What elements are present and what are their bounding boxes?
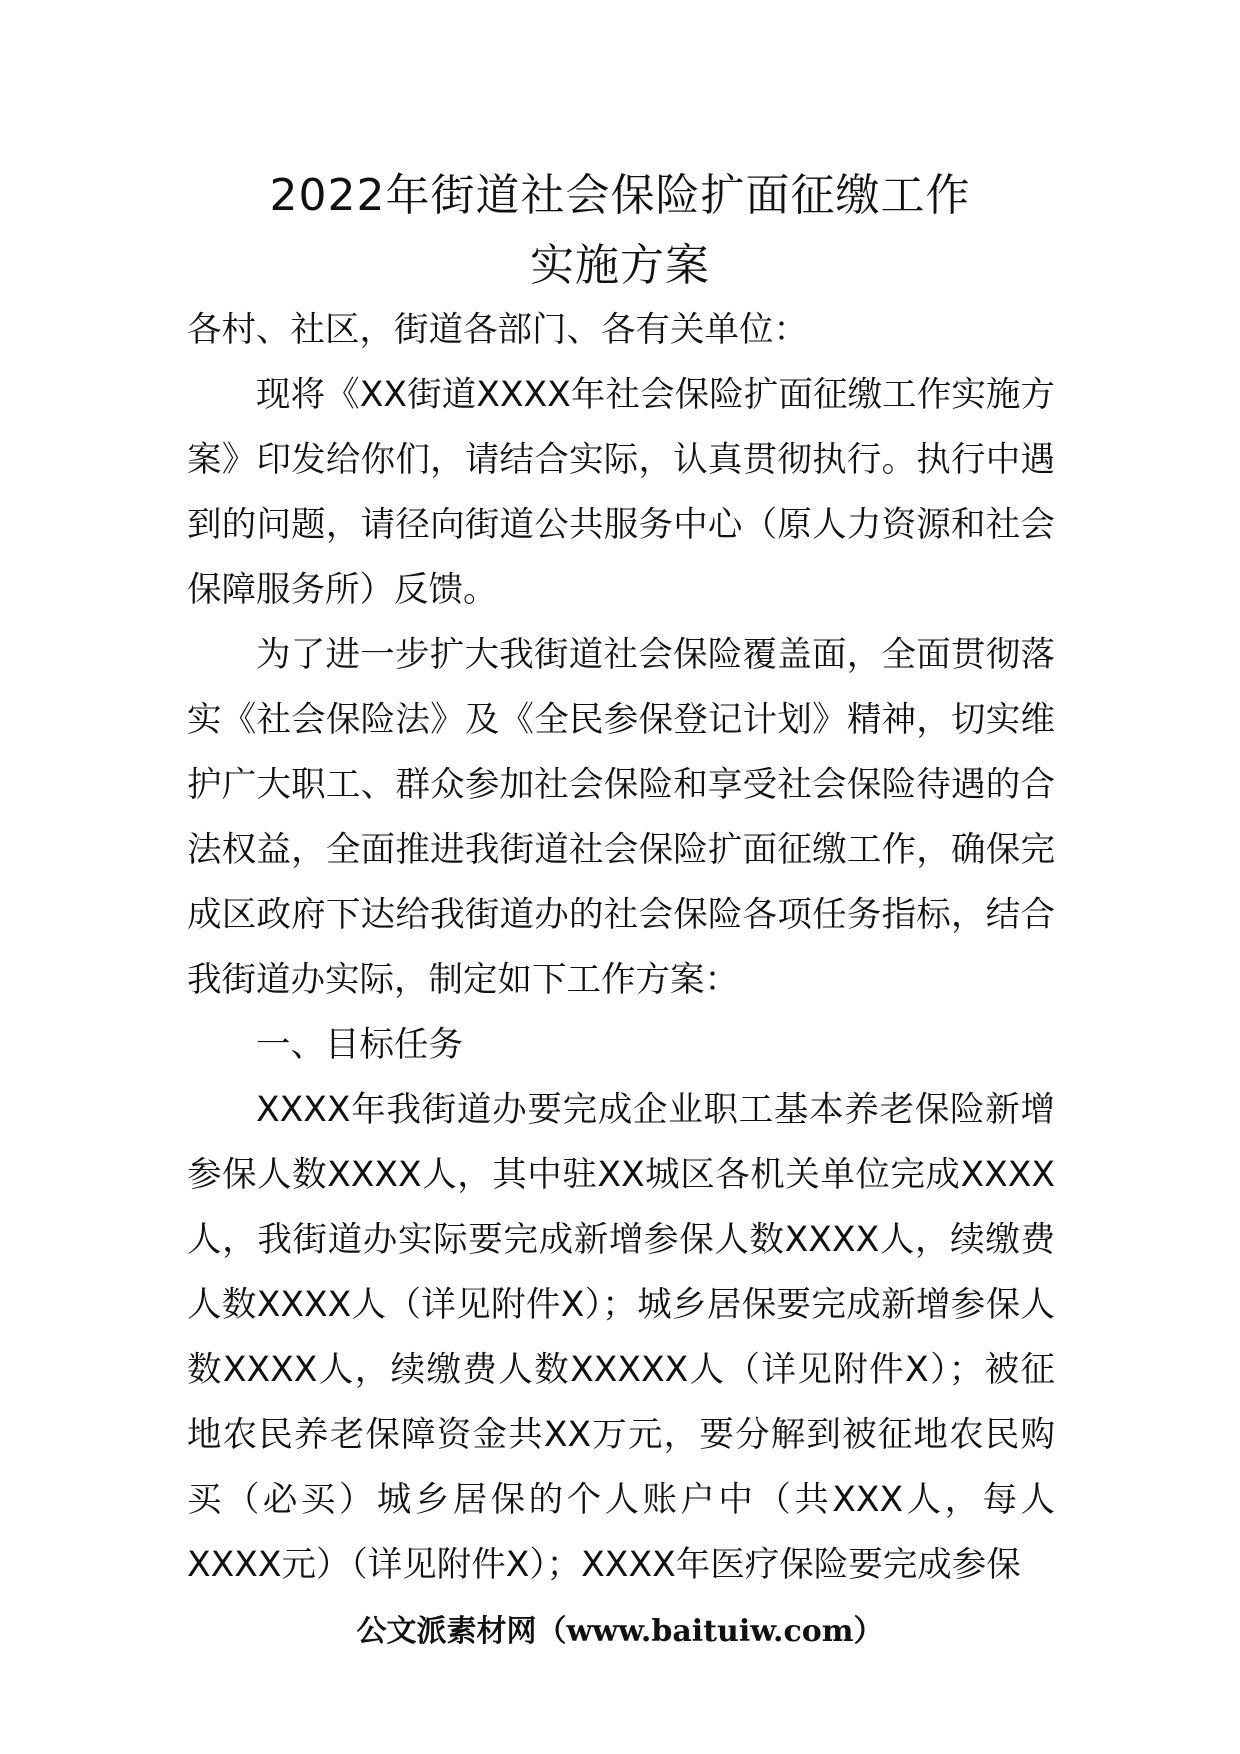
paragraph-purpose: 为了进一步扩大我街道社会保险覆盖面，全面贯彻落实《社会保险法》及《全民参保登记计划》精神，切实维护广大职工、群众参加社会保险和享受社会保险待遇的合法权益，全面推进我街道社会保险扩面征缴工作，确保完成区政府下达给我街道办的社会保险各项任务指标，结合我街道办实际，制定如下工作方案： xyxy=(187,635,1055,1000)
document-title-line-2: 实施方案 xyxy=(530,240,710,291)
salutation: 各村、社区，街道各部门、各有关单位： xyxy=(187,310,808,350)
document-body xyxy=(187,298,1055,1598)
paragraph-targets: XXXX年我街道办要完成企业职工基本养老保险新增参保人数XXXX人，其中驻XX城区各机关单位完成XXXX人，我街道办实际要完成新增参保人数XXXX人，续缴费人数XXXX人（详见附件X）；城乡居保要完成新增参保人数XXXX人，续缴费人数XXXXX人（详见附件X）；被征地农民养老保障资金共XX万元，要分解到被征地农民购买（必买）城乡居保的个人账户中（共XXX人，每人XXXX元）（详见附件X）；XXXX年医疗保险要完成参保 xyxy=(187,1090,1055,1585)
footer-watermark: 公文派素材网（www.baituiw.com） xyxy=(356,1614,884,1649)
section-heading-targets: 一、目标任务 xyxy=(256,1025,463,1065)
document-title-line-1: 2022年街道社会保险扩面征缴工作 xyxy=(269,170,971,221)
paragraph-notice: 现将《XX街道XXXX年社会保险扩面征缴工作实施方案》印发给你们，请结合实际，认真贯彻执行。执行中遇到的问题，请径向街道公共服务中心（原人力资源和社会保障服务所）反馈。 xyxy=(187,375,1055,610)
